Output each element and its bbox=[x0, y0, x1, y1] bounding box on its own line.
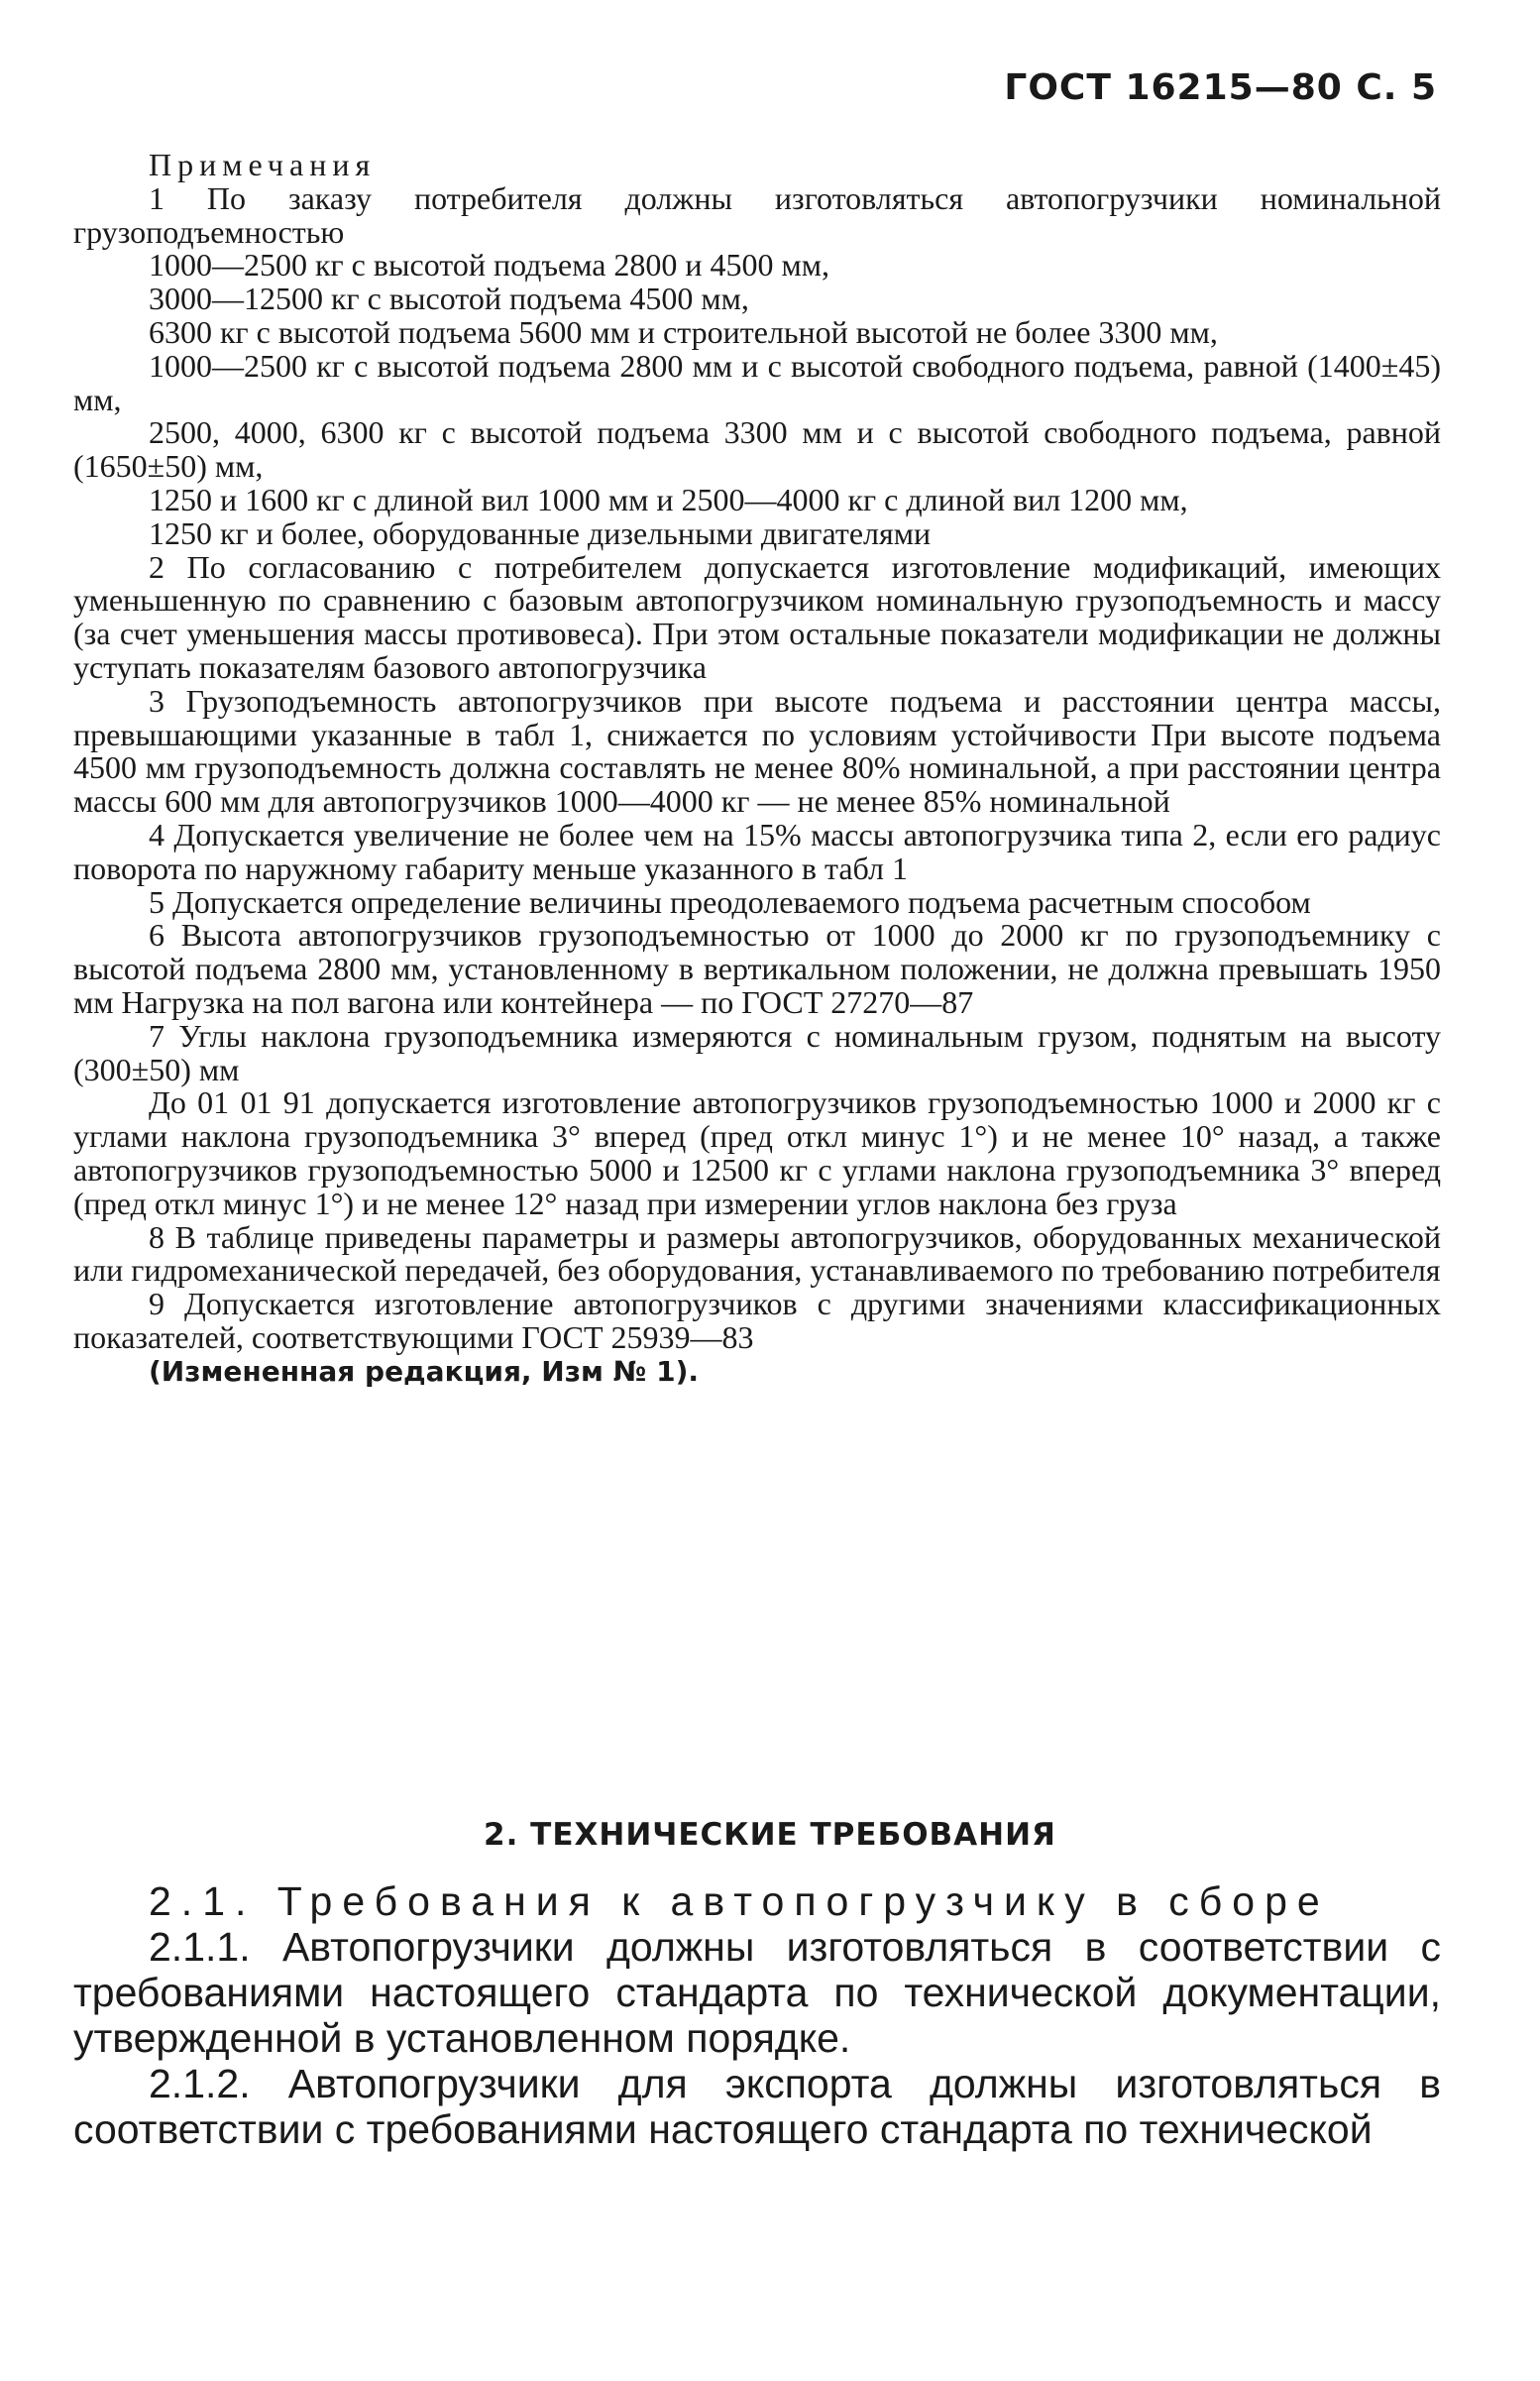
note-paragraph: 4 Допускается увеличение не более чем на 15% массы автопогрузчика типа 2, если его радиус поворота по наружному габариту меньше указанного в табл 1 bbox=[73, 816, 1441, 886]
note-paragraph: 1 По заказу потребителя должны изготовляться автопогрузчики номинальной грузоподъемностью bbox=[73, 179, 1441, 250]
page-header: ГОСТ 16215—80 С. 5 bbox=[1004, 67, 1437, 108]
note-paragraph: 3000—12500 кг с высотой подъема 4500 мм, bbox=[149, 281, 749, 317]
note-paragraph: 2 По согласованию с потребителем допускается изготовление модификаций, имеющих уменьшенную по сравнению с базовым автопогрузчиком номинальную грузоподъемность и массу (за счет уменьшения массы противовеса). При этом остальные показатели модификации не должны уступать показателям базового автопогрузчика bbox=[73, 548, 1441, 685]
note-paragraph: 3 Грузоподъемность автопогрузчиков при высоте подъема и расстоянии центра массы, превышающими указанные в табл 1, снижается по условиям устойчивости При высоте подъема 4500 мм грузоподъемность должна составлять не менее 80% номинальной, а при расстоянии центра массы 600 мм для автопогрузчиков 1000—4000 кг — не менее 85% номинальной bbox=[73, 682, 1441, 820]
body-paragraph: 2.1.2. Автопогрузчики для экспорта должны изготовляться в соответствии с требованиями настоящего стандарта по технической bbox=[73, 2061, 1441, 2152]
note-paragraph: 6300 кг с высотой подъема 5600 мм и строительной высотой не более 3300 мм, bbox=[149, 313, 1218, 350]
section-body bbox=[73, 1878, 1441, 2152]
note-paragraph: До 01 01 91 допускается изготовление автопогрузчиков грузоподъемностью 1000 и 2000 кг с углами наклона грузоподъемника 3° вперед (пред откл минус 1°) и не менее 10° назад, а также автопогрузчиков грузоподъемностью 5000 и 12500 кг с углами наклона грузоподъемника 3° вперед (пред откл минус 1°) и не менее 12° назад при измерении углов наклона без груза bbox=[73, 1084, 1441, 1221]
note-paragraph: 2500, 4000, 6300 кг с высотой подъема 3300 мм и с высотой свободного подъема, равной (1650±50) мм, bbox=[73, 414, 1441, 485]
notes-heading: Примечания bbox=[149, 147, 377, 182]
amendment-note: (Измененная редакция, Изм № 1). bbox=[149, 1354, 699, 1388]
section-title: 2. ТЕХНИЧЕСКИЕ ТРЕБОВАНИЯ bbox=[484, 1817, 1056, 1853]
note-paragraph: 1000—2500 кг с высотой подъема 2800 мм и с высотой свободного подъема, равной (1400±45) мм, bbox=[73, 347, 1441, 417]
notes-block bbox=[73, 149, 1441, 1388]
note-paragraph: 1000—2500 кг с высотой подъема 2800 и 4500 мм, bbox=[149, 247, 830, 283]
note-paragraph: 7 Углы наклона грузоподъемника измеряются с номинальным грузом, поднятым на высоту (300±50) мм bbox=[73, 1017, 1441, 1087]
subsection-heading: 2.1. Требования к автопогрузчику в сборе bbox=[149, 1878, 1330, 1924]
note-paragraph: 1250 и 1600 кг с длиной вил 1000 мм и 2500—4000 кг с длиной вил 1200 мм, bbox=[149, 481, 1188, 517]
note-paragraph: 5 Допускается определение величины преодолеваемого подъема расчетным способом bbox=[149, 883, 1311, 920]
note-paragraph: 1250 кг и более, оборудованные дизельными двигателями bbox=[149, 514, 932, 551]
body-paragraph: 2.1.1. Автопогрузчики должны изготовляться в соответствии с требованиями настоящего стандарта по технической документации, утвержденной в установленном порядке. bbox=[73, 1924, 1441, 2061]
note-paragraph: 8 В таблице приведены параметры и размеры автопогрузчиков, оборудованных механической или гидромеханической передачей, без оборудования, устанавливаемого по требованию потребителя bbox=[73, 1218, 1441, 1289]
note-paragraph: 6 Высота автопогрузчиков грузоподъемностью от 1000 до 2000 кг по грузоподъемнику с высотой подъема 2800 мм, установленному в вертикальном положении, не должна превышать 1950 мм Нагрузка на пол вагона или контейнера — по ГОСТ 27270—87 bbox=[73, 917, 1441, 1020]
note-paragraph: 9 Допускается изготовление автопогрузчиков с другими значениями классификационных показателей, соответствующими ГОСТ 25939—83 bbox=[73, 1286, 1441, 1355]
